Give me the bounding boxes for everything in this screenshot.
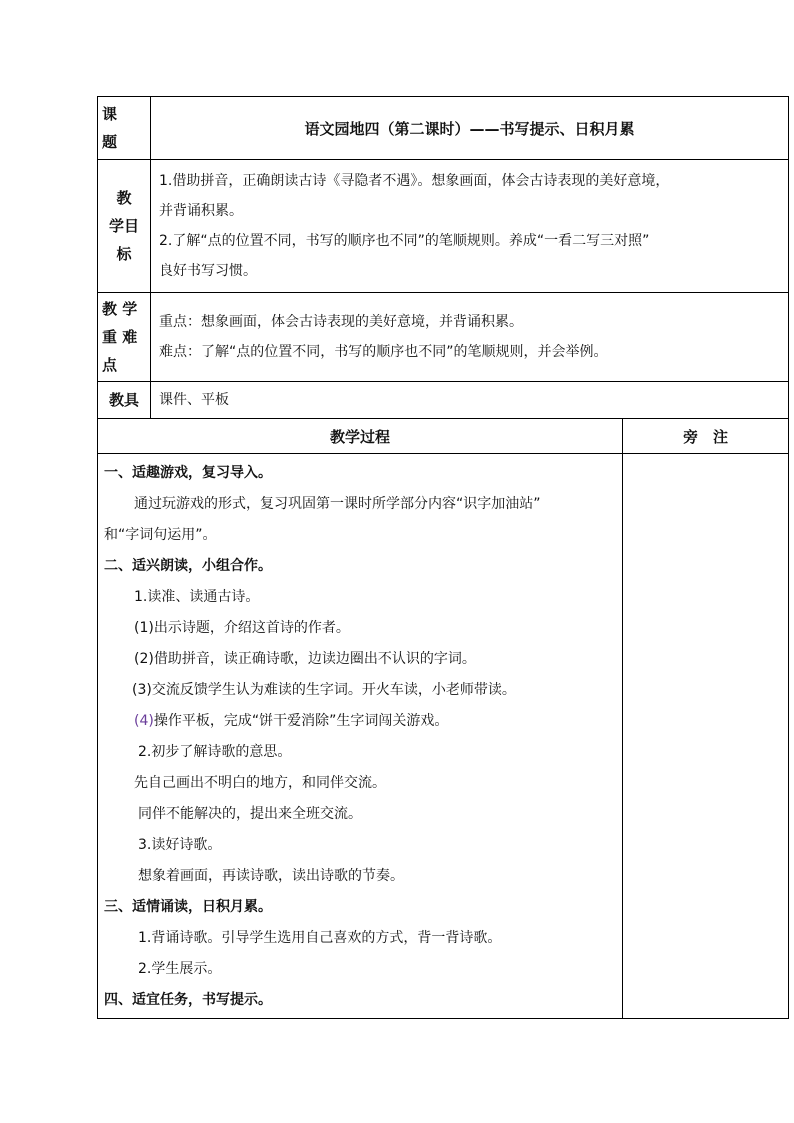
process-line	[104, 706, 616, 737]
lesson-plan-document	[97, 96, 788, 1019]
topic-label: 课 题	[98, 97, 151, 160]
process-line: (3)交流反馈学生认为难读的生字词。开火车读，小老师带读。	[132, 682, 516, 698]
step-number: (4)	[134, 713, 154, 729]
process-line: 先自己画出不明白的地方，和同伴交流。	[134, 775, 386, 791]
goal-line: 并背诵积累。	[159, 203, 243, 219]
goal-line: 良好书写习惯。	[159, 263, 257, 279]
process-body-row	[98, 454, 789, 1019]
topic-row	[98, 97, 789, 160]
process-line: (2)借助拼音，读正确诗歌，边读边圈出不认识的字词。	[134, 651, 476, 667]
section-heading: 二、适兴朗读，小组合作。	[104, 558, 272, 574]
tools-row	[98, 382, 789, 419]
teaching-process-table	[97, 418, 789, 1019]
keypoints-content	[151, 293, 789, 382]
tools-label: 教具	[98, 382, 151, 419]
process-header: 教学过程	[98, 419, 623, 454]
goal-line: 2.了解“点的位置不同，书写的顺序也不同”的笔顺规则。养成“一看二写三对照”	[159, 233, 650, 249]
process-line: 1.读准、读通古诗。	[134, 589, 260, 605]
goal-line: 1.借助拼音，正确朗读古诗《寻隐者不遇》。想象画面，体会古诗表现的美好意境，	[159, 173, 670, 189]
side-notes-column	[623, 454, 789, 1019]
section-heading: 一、适趣游戏，复习导入。	[104, 465, 272, 481]
step-text: 操作平板，完成“饼干爱消除”生字词闯关游戏。	[153, 713, 449, 729]
keypoint-line: 重点：想象画面，体会古诗表现的美好意境，并背诵积累。	[159, 314, 523, 330]
keypoint-line: 难点：了解“点的位置不同，书写的顺序也不同”的笔顺规则，并会举例。	[159, 344, 608, 360]
goals-content	[151, 160, 789, 293]
process-line: 想象着画面，再读诗歌，读出诗歌的节奏。	[138, 868, 404, 884]
process-line: 通过玩游戏的形式，复习巩固第一课时所学部分内容“识字加油站”	[134, 496, 541, 512]
process-line: 2.学生展示。	[138, 961, 222, 977]
goals-row	[98, 160, 789, 293]
tools-value: 课件、平板	[151, 382, 789, 419]
lesson-info-table	[97, 96, 789, 419]
process-content	[98, 454, 623, 1019]
section-heading: 四、适宜任务，书写提示。	[104, 992, 272, 1008]
process-line: 1.背诵诗歌。引导学生选用自己喜欢的方式，背一背诗歌。	[138, 930, 502, 946]
process-line: 同伴不能解决的，提出来全班交流。	[138, 806, 362, 822]
keypoints-label: 教 学 重 难 点	[98, 293, 151, 382]
process-line: 和“字词句运用”。	[104, 527, 217, 543]
process-line: 2.初步了解诗歌的意思。	[138, 744, 292, 760]
side-notes-header: 旁 注	[623, 419, 789, 454]
keypoints-row	[98, 293, 789, 382]
process-line: (1)出示诗题，介绍这首诗的作者。	[134, 620, 350, 636]
process-line: 3.读好诗歌。	[138, 837, 222, 853]
lesson-title: 语文园地四（第二课时）——书写提示、日积月累	[151, 97, 789, 160]
section-heading: 三、适情诵读，日积月累。	[104, 899, 272, 915]
process-header-row	[98, 419, 789, 454]
goals-label: 教 学目 标	[98, 160, 151, 293]
